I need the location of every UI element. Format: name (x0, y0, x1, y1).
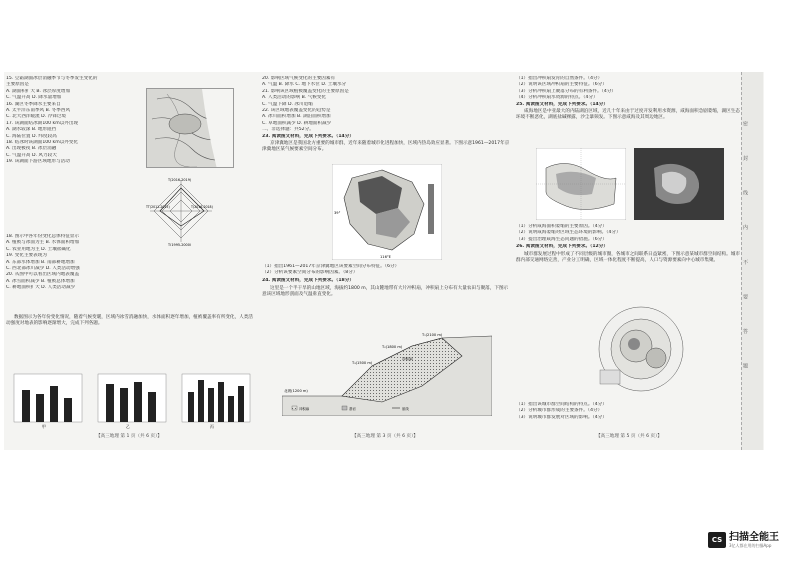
text-line: A. 人类活动的影响 B. 气候变化 (262, 95, 327, 101)
text-line: 15. 豆霜湖面冰层消融季节与冬季发生变化的 (6, 76, 98, 81)
lake-map-figure (536, 148, 626, 220)
text-line: C. 气温下降 D. 冰川退缩 (262, 101, 313, 107)
text-line: C. 气温升高 D. 降水量增加 (6, 95, 62, 101)
question-list-4 (516, 76, 744, 102)
text-line: A. 气温 B. 降水 C. 地下水位 D. 土壤水分 (262, 82, 347, 88)
question-24-title: 24. 阅读图文材料，完成下列要求。（18分） (262, 278, 354, 283)
text-line: C. 农业用地为主 D. 土壤盐碱化 (6, 246, 71, 252)
text-line: A. 植被与冰面为主 B. 水体面积增加 (6, 240, 80, 246)
text-line: 18. 图示中各年份变化总体特征显示 (6, 234, 80, 239)
text-line: A. 出现极夜 B. 冰层消融 (6, 146, 57, 152)
page-column-1 (6, 76, 258, 442)
text-line: （1）指出该城市群空间结构的特点。（4分） (516, 402, 607, 407)
region-map-figure (332, 164, 442, 260)
scanner-watermark (708, 532, 779, 548)
text-line: C. 北大西洋暖流 D. 冷锋过境 (6, 114, 66, 120)
text-line: C. 西北部冰川减少 D. 人类活动增强 (6, 266, 80, 272)
map-lon-label: 116°E (380, 255, 391, 259)
map-lat-label: 39° (334, 211, 341, 215)
radar-left-label: TT(2011-2015) (146, 205, 170, 209)
profile-label-fan: 冲积扇 (402, 357, 413, 361)
camscanner-logo-icon: CS (708, 532, 726, 548)
text-line: 22. 该区域地表覆盖变化的趋势是 (262, 108, 331, 114)
question-26-subs (516, 402, 744, 421)
text-line: （1）指出1961—2017年京津冀地区该要素空间分布特征。（6分） (262, 264, 400, 269)
text-line: （1）分析咸海面积萎缩的主要原因。（4分） (516, 224, 607, 229)
page-column-3 (516, 76, 744, 442)
text-line: （3）说明城市群发展对区域的影响。（4分） (516, 414, 607, 420)
radar-bottom-label: T(1995-2000) (168, 243, 192, 246)
text-line: A. 冰雪面积减少 B. 植被总体增加 (6, 278, 75, 284)
profile-label-t2: T₂(1800 m) (382, 345, 403, 349)
text-line: A. 太平洋东南季风 B. 冬季西风 (6, 108, 71, 114)
question-25-subs (516, 224, 744, 243)
text-line: 17. 该湖面结冰期100 km以外出现 (6, 120, 79, 126)
text-line: C. 海陆位置 D. 纬度较高 (6, 133, 57, 139)
contour-map-figure (146, 88, 234, 168)
text-line: （2）分析城市群形成的主要条件。（4分） (516, 408, 603, 414)
scanner-title: 扫描全能王 (729, 532, 779, 543)
profile-label-t1: T₁(2100 m) (422, 333, 443, 337)
question-list-2 (6, 234, 146, 292)
text-line: （1）指出冲积扇发育的自然条件。（4分） (516, 76, 603, 81)
bar-chart-2 (98, 374, 166, 422)
scanner-subtitle: 3亿人都在用的扫描App (729, 543, 772, 548)
bar-chart-3 (182, 374, 250, 422)
text-line: （3）分析冲积扇上聚落分布的有利条件。（4分） (516, 88, 617, 94)
text-line: 19. 该湖面下游区域地形与活动 (6, 159, 70, 165)
text-line: （3）提出治理咸海生态问题的措施。（6分） (516, 236, 607, 242)
question-26-title: 26. 阅读图文材料，完成下列要求。（12分） (516, 244, 608, 249)
text-line: （2）分析该要素空间分布的影响因素。（8分） (262, 270, 358, 276)
seal-line-text: 密 封 线 内 不 要 答 题 (742, 121, 748, 383)
binding-margin (741, 72, 763, 450)
bar-label-3: 丙 (210, 424, 214, 429)
text-line: （2）说明该区域冲积扇的主要特征。（6分） (516, 82, 607, 88)
text-line: 18. 结冰时该湖面100 km以外变化 (6, 140, 79, 146)
radar-right-label: T(2016-2018) (191, 205, 213, 209)
satellite-image-figure (634, 148, 724, 220)
text-line: （2）说明咸海萎缩对区域生态环境的影响。（4分） (516, 230, 621, 236)
passage-26: 城市群发展过程中形成了不同层级的城市圈，各城市之间联系日益紧密，下图示意某城市群空间结构。城市群内部交通网络完善，产业分工明确，区域一体化程度不断提高，人口与资源要素向中心城市集聚。 (516, 252, 740, 264)
question-23-subs (262, 264, 512, 277)
passage-24: 这里是一个半干旱的山地区域，海拔约1800 m，其山麓地带有大片冲积扇，冲积扇上分布有大量农田与聚落，下图示意该区域地形剖面及气温垂直变化。 (262, 286, 509, 298)
legend-scarp: 崖线 (402, 407, 409, 411)
passage-23: 京津冀地区是我国北方重要的城市群，近年来随着城市化进程加快，区域内热岛效应显著。下图示意1961—2017年京津冀地区某气候要素空间分布。 (262, 141, 510, 153)
question-list-3 (262, 76, 512, 134)
text-line: C. 耕地面积扩大 D. 人类活动减少 (6, 285, 76, 291)
question-23-title: 23. 阅读图文材料，完成下列要求。（14分） (262, 133, 354, 139)
page-footer-2: 【高三地理 第 3 页（共 6 页）】 (352, 433, 418, 439)
radar-chart-figure (146, 176, 216, 246)
text-line: 20. 影响区域气候变化的主要因素有 (262, 76, 336, 81)
city-cluster-diagram (596, 304, 686, 394)
legend-bedrock: 基岩 (349, 407, 356, 411)
passage-25: 咸海地区是中亚最大的内陆湖泊区域，近几十年来由于过度开发利用水资源，咸海面积急剧萎缩，湖区生态环境不断恶化，湖底盐碱裸露，沙尘暴频发。下图示意咸海及其周边地区。 (516, 109, 740, 121)
page-footer-1: 【高三地理 第 1 页（共 6 页）】 (96, 433, 162, 439)
text-line: C. 草地面积减少 D. 耕地面积减少 (262, 120, 332, 126)
text-line: C. 气温升高 D. 风力较大 (6, 152, 57, 158)
text-line: A. 冰川面积增加 B. 湖泊面积增加 (262, 114, 331, 120)
text-line: 19. 变化主要表现为 (6, 253, 47, 259)
text-line: A. 湖面积扩大 B. 冰层厚度增加 (6, 88, 71, 94)
page-footer-3: 【高三地理 第 5 页（共 6 页）】 (596, 433, 662, 439)
text-line: 二、非选择题：共52分。 (262, 127, 314, 133)
legend-fan: 冲积扇 (299, 407, 310, 411)
text-line: 16. 湖区冬季降水主要来自 (6, 101, 61, 107)
question-25-title: 25. 阅读图文材料，完成下列要求。（14分） (516, 101, 608, 107)
text-line: A. 湖水较深 B. 地形阻挡 (6, 127, 57, 133)
text-line: A. 东部水体增加 B. 南部耕地增加 (6, 259, 75, 265)
bar-charts-figure (12, 372, 252, 430)
bar-label-1: 甲 (42, 424, 46, 429)
bar-chart-1 (14, 374, 82, 422)
text-line: 21. 影响该区域植被覆盖变化的主要原因是 (262, 88, 349, 94)
profile-label-t3: T₃(1500 m) (352, 361, 373, 365)
terrain-profile-figure (282, 326, 492, 416)
exam-sheet (4, 72, 764, 450)
text-line: 20. 从图中可以看出区域内地表覆盖 (6, 272, 80, 278)
profile-label-north: 北坡(1200 m) (284, 389, 308, 393)
text-line: 主要原因是 (6, 82, 29, 88)
page-column-2 (262, 76, 512, 442)
bar-label-2: 乙 (126, 424, 130, 429)
radar-top-label: T(2016-2019) (168, 178, 192, 182)
passage-text: 数据图示为各年份变化情况，随着气候变暖，区域内冰雪消融加快，水体面积逐年增加，植被覆盖率有所变化，人类活动强度对地表的影响逐渐增大，完成下列各题。 (6, 315, 253, 327)
text-line: （4）分析冲积扇水资源的特点。（4分） (516, 95, 598, 101)
